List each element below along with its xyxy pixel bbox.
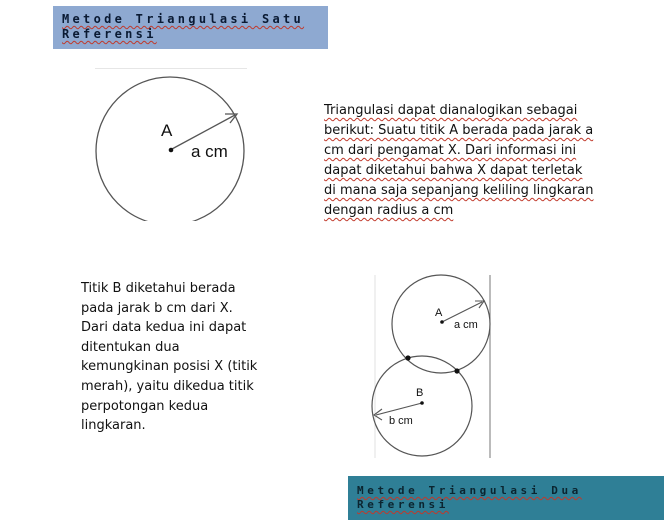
diagram-two-references: [368, 272, 498, 460]
paragraph-left: Titik B diketahui berada pada jarak b cm dari X. Dari data kedua ini dapat ditentukan dua kemungkinan posisi X (titik merah), yaitu dikedua titik perpotongan kedua lingkaran.: [81, 281, 258, 434]
title-bottom-text: Metode Triangulasi Dua Referensi: [357, 484, 582, 511]
point-a-dot: [169, 148, 174, 153]
title-top-text: Metode Triangulasi Satu Referensi: [62, 12, 305, 41]
point-a-label: A: [435, 307, 443, 319]
title-banner-top: [53, 6, 328, 49]
point-a-dot: [440, 320, 444, 324]
intersection-point-2: [454, 368, 459, 373]
arrowhead-icon: [225, 114, 237, 123]
diagram-single-reference: [95, 68, 250, 223]
radius-a-label: a cm: [191, 142, 228, 161]
radius-arrow-b: [376, 403, 422, 415]
radius-a-label: a cm: [454, 319, 478, 331]
point-b-dot: [420, 401, 424, 405]
title-banner-bottom: [348, 476, 664, 520]
radius-b-label: b cm: [389, 415, 413, 427]
point-a-label: A: [161, 121, 173, 140]
intersection-point-1: [405, 355, 410, 360]
paragraph-right-text: Triangulasi dapat dianalogikan sebagai berikut: Suatu titik A berada pada jarak a cm dari pengamat X. Dari informasi ini dapat diketahui bahwa X dapat terletak di mana saja sepanjang keliling lingkaran dengan radius a cm: [324, 103, 594, 218]
paragraph-right: [324, 101, 594, 221]
point-b-label: B: [416, 387, 424, 399]
